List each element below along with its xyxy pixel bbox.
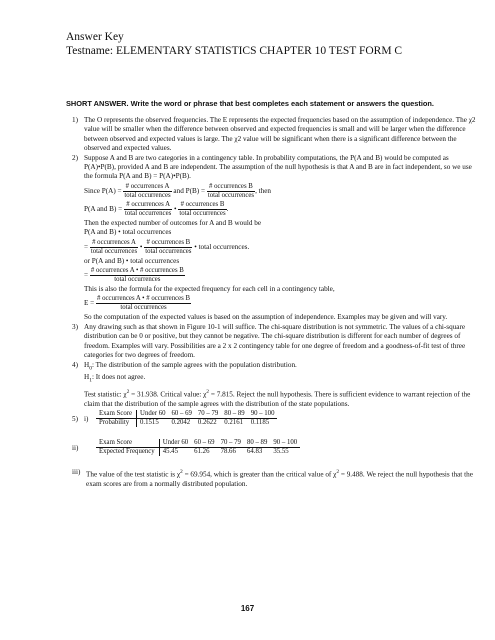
fraction [144, 239, 192, 256]
eq-text: Since P(A) = [84, 187, 122, 195]
answer-number: 4) [72, 360, 78, 369]
expected-frequency-table [96, 439, 300, 456]
eq-text: = 69.954, which is greater than the critical value of χ [182, 470, 337, 479]
table-cell: Probability [96, 419, 137, 428]
fraction [90, 267, 185, 284]
header-title: Answer Key [66, 31, 124, 43]
numerator: # occurrences B [207, 183, 255, 192]
table-cell: 45.45 [162, 448, 178, 456]
answer-text: So the computation of the expected values is based on the assumption of independence. Examples may be given and will vary. [84, 313, 448, 322]
table-cell: 0.1185 [250, 419, 270, 427]
eq-text: = 31.938. Critical value: χ [129, 390, 207, 399]
alt-hypothesis [84, 373, 477, 386]
numerator: # occurrences A [123, 183, 171, 192]
eq-text: Test statistic: χ [84, 390, 127, 399]
denominator: total occurrences [114, 276, 161, 284]
table-header-cell: 80 – 89 [221, 410, 247, 419]
table-cell: 64.83 [246, 448, 263, 456]
fraction [90, 239, 138, 256]
table-cell: 35.55 [273, 448, 289, 456]
eq-text: • total occurrences. [194, 242, 250, 251]
eq-text: , then [255, 187, 272, 195]
eq-text: P(A and B) = [84, 205, 123, 213]
fraction [124, 201, 172, 218]
h0-label: H [84, 360, 90, 369]
eq-text: . [226, 205, 229, 213]
denominator: total occurrences [125, 209, 172, 217]
equation-combined [84, 267, 477, 284]
table-header-cell: 80 – 89 [244, 439, 270, 448]
eq-text: = 7.815. Reject the null hypothesis. There is sufficient evidence to warrant rejection of the claim that the distribution of the sample agrees with the distribution of the state populations. [84, 390, 471, 408]
h0-text: : The distribution of the sample agrees with the population distribution. [91, 360, 297, 369]
test-statistic-text [84, 388, 477, 409]
fraction [96, 295, 191, 312]
denominator: total occurrences [207, 191, 255, 199]
h1-sub: 1 [89, 377, 92, 384]
table-header-cell: 70 – 79 [218, 439, 244, 448]
h0-sub: 0 [89, 364, 92, 371]
numerator: # occurrences B [144, 239, 192, 248]
table-cell: 61.26 [194, 448, 210, 456]
eq-text: = [84, 271, 89, 280]
answer-number: 3) [72, 322, 78, 331]
superscript: 2 [180, 469, 183, 476]
denominator: total occurrences [145, 247, 192, 255]
table-header-cell: 60 – 69 [191, 439, 217, 448]
probability-table [96, 410, 277, 427]
fraction [178, 201, 226, 218]
denominator: total occurrences [124, 191, 171, 199]
eq-text: E = [84, 299, 95, 308]
table-cell: 0.2042 [171, 419, 191, 427]
table-header-cell: Exam Score [96, 410, 137, 419]
eq-text: and P(B) = [173, 187, 206, 195]
table-cell: 0.2622 [197, 419, 217, 427]
superscript: 2 [336, 469, 340, 476]
answer-5 [72, 410, 477, 489]
answer-number: 2) [72, 153, 78, 162]
superscript: 2 [126, 389, 130, 396]
table-cell: Expected Frequency [96, 448, 159, 457]
answers-body [72, 116, 477, 490]
table-header-cell: 60 – 69 [169, 410, 195, 419]
part-label: i) [84, 415, 89, 424]
answer-text: or P(A and B) • total occurrences [84, 256, 180, 265]
numerator: # occurrences A • # occurrences B [97, 295, 191, 303]
table-header-cell: 70 – 79 [195, 410, 221, 419]
header-testname: Testname: ELEMENTARY STATISTICS CHAPTER 10 TEST FORM C [66, 45, 403, 57]
answer-text: Then the expected number of outcomes for A and B would be [84, 218, 262, 227]
answer-text: Suppose A and B are two categories in a contingency table. In probability computations, the P(A and B) would be computed as P(A)•P(B), provided A and B are independent. The assumption of the null hypothesis is that A and B are in fact independent, so we use the formula P(A and B) = P(A)•P(B). [84, 153, 472, 181]
answer-4 [72, 361, 477, 410]
table-header-cell: Under 60 [159, 439, 191, 448]
fraction [123, 183, 171, 200]
part-iii [72, 468, 477, 489]
answer-text: This is also the formula for the expected frequency for each cell in a contingency table, [84, 285, 335, 294]
table-header-cell: Under 60 [137, 410, 169, 419]
eq-text: • [139, 242, 143, 251]
numerator: # occurrences B [178, 201, 226, 210]
equation-e [84, 295, 477, 312]
equation-since [84, 183, 477, 200]
denominator: total occurrences [120, 304, 167, 312]
null-hypothesis [84, 361, 477, 374]
h1-text: : It does not agree. [91, 373, 146, 382]
table-cell: 0.1515 [140, 419, 159, 427]
table-cell: 78.66 [220, 448, 236, 456]
h1-label: H [84, 373, 90, 382]
answer-3 [72, 323, 477, 361]
eq-text: = 9.488. We reject the null hypothesis that the exam scores are from a normally distributed population. [86, 470, 473, 489]
part-iii-text [86, 468, 477, 489]
denominator: total occurrences [90, 247, 138, 255]
fraction [207, 183, 255, 200]
answer-number: 1) [72, 116, 78, 124]
superscript: 2 [206, 389, 210, 396]
table-cell: 0.2161 [224, 419, 243, 427]
eq-text: • [174, 205, 177, 213]
table-header-cell: 90 – 100 [270, 439, 300, 448]
answer-number: 5) [72, 415, 78, 424]
part-label: ii) [72, 444, 79, 453]
numerator: # occurrences A [124, 201, 172, 210]
equation-pab [84, 201, 477, 218]
eq-text: The value of the test statistic is χ [86, 470, 181, 479]
equation-expected [84, 239, 477, 256]
numerator: # occurrences A • # occurrences B [90, 267, 184, 275]
section-instructions: SHORT ANSWER. Write the word or phrase that best completes each statement or answers the question. [66, 99, 434, 108]
part-ii [72, 439, 477, 456]
part-label: iii) [72, 468, 81, 477]
eq-text: = [84, 242, 89, 251]
answer-text: The O represents the observed frequencies. The E represents the expected frequencies based on the assumption of independence. The χ2 value will be smaller when the difference between observed and expected frequencies is small and will be larger when the difference between observed and expected values is large. The χ2 value will be significant when there is a significant difference between the observed and expected values. [84, 116, 476, 153]
answer-text: P(A and B) • total occurrences [84, 228, 172, 237]
answer-2 [72, 154, 477, 323]
table-header-cell: Exam Score [96, 439, 159, 448]
numerator: # occurrences A [90, 239, 138, 248]
answer-text: Any drawing such as that shown in Figure 10-1 will suffice. The chi-square distribution is not symmetric. The values of a chi-square distribution can be 0 or positive, but they cannot be negative. The chi-square distribution is different for each number of degrees of freedom. Examples will vary. Possibilities are a 2 x 2 contingency table for one degree of freedom and a goodness-of-fit test of three categories for two degrees of freedom. [84, 322, 466, 360]
part-i [84, 410, 477, 427]
page-number: 167 [240, 604, 255, 613]
answer-1 [72, 116, 477, 154]
table-header-cell: 90 – 100 [248, 410, 278, 419]
denominator: total occurrences [179, 209, 226, 217]
